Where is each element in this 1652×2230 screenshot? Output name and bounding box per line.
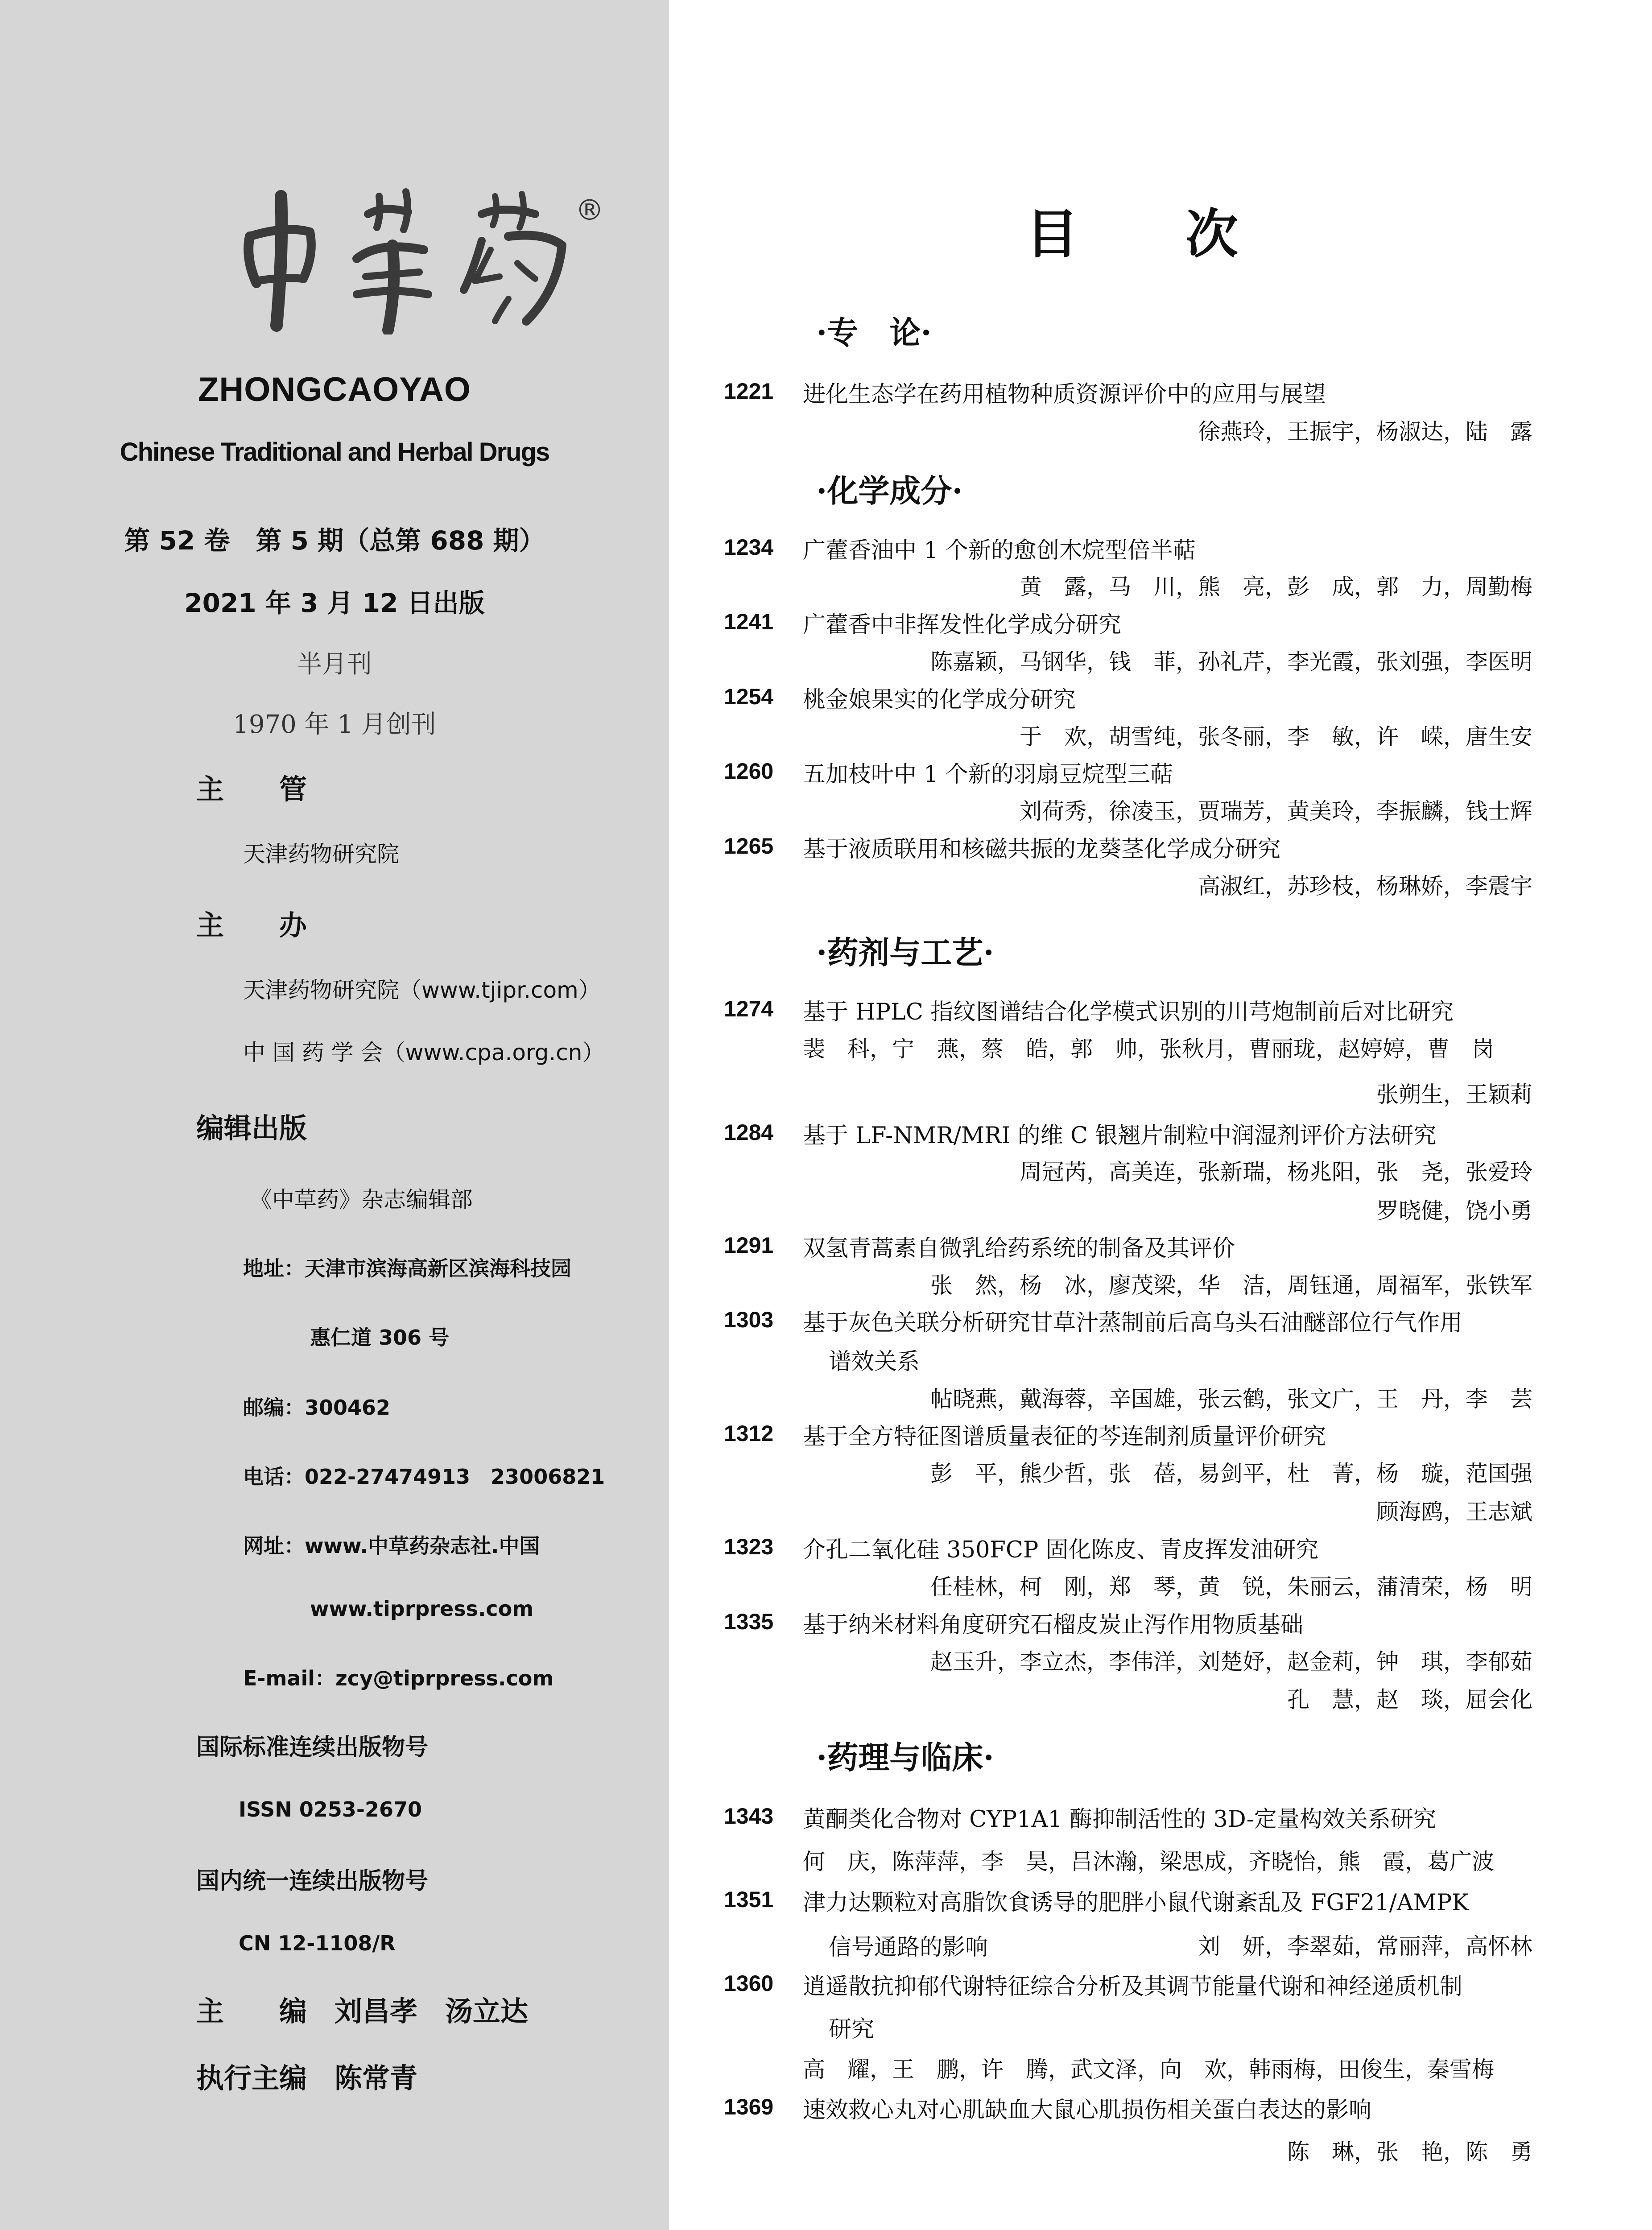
page-number: 1241 — [724, 609, 774, 634]
editor-publisher-label: 编辑出版 — [196, 1112, 307, 1144]
article-title[interactable]: 广藿香中非挥发性化学成分研究 — [803, 612, 1122, 638]
sponsor-1: 天津药物研究院（www.tjipr.com） — [243, 977, 601, 1003]
article-title[interactable]: 速效救心丸对心肌缺血大鼠心肌损伤相关蛋白表达的影响 — [803, 2097, 1372, 2123]
article-authors: 何 庆，陈萍萍，李 昊，吕沐瀚，梁思成，齐晓怡，熊 霞，葛广波 — [803, 1849, 1494, 1875]
page-number: 1323 — [724, 1534, 774, 1559]
issn-number: ISSN 0253-2670 — [239, 1797, 422, 1821]
article-title-cont: 信号通路的影响 — [829, 1934, 988, 1961]
email: E-mail：zcy@tiprpress.com — [243, 1666, 554, 1690]
article-title[interactable]: 基于全方特征图谱质量表征的芩连制剂质量评价研究 — [803, 1424, 1326, 1450]
page-number: 1335 — [724, 1609, 774, 1634]
page-number: 1254 — [724, 684, 774, 709]
article-authors: 高淑红，苏珍枝，杨琳娇，李震宇 — [1198, 873, 1532, 899]
page-number: 1234 — [724, 535, 774, 560]
page-number: 1303 — [724, 1307, 774, 1332]
page-number: 1369 — [724, 2094, 774, 2119]
article-title[interactable]: 进化生态学在药用植物种质资源评价中的应用与展望 — [803, 381, 1326, 408]
chief-editors: 主 编 刘昌孝 汤立达 — [196, 1995, 529, 2028]
page-number: 1291 — [724, 1233, 774, 1258]
website-1: 网址：www.中草药杂志社.中国 — [243, 1534, 540, 1558]
address-line-1: 地址：天津市滨海高新区滨海科技园 — [243, 1256, 571, 1280]
article-authors-cont: 孔 慧，赵 琰，屈会化 — [1287, 1687, 1532, 1713]
issue-info: 第 52 卷 第 5 期（总第 688 期） — [124, 525, 545, 556]
article-authors: 高 耀，王 鹏，许 腾，武文泽，向 欢，韩雨梅，田俊生，秦雪梅 — [803, 2057, 1494, 2082]
supervisor-name: 天津药物研究院 — [243, 841, 399, 867]
article-title-cont: 谱效关系 — [829, 1349, 920, 1375]
article-authors: 刘荷秀，徐凌玉，贾瑞芳，黄美玲，李振麟，钱士辉 — [1020, 798, 1532, 824]
article-title[interactable]: 介孔二氧化硅 350FCP 固化陈皮、青皮挥发油研究 — [803, 1537, 1319, 1563]
sponsor-label: 主 办 — [196, 909, 307, 942]
address-line-2: 惠仁道 306 号 — [310, 1326, 450, 1350]
journal-english-name: Chinese Traditional and Herbal Drugs — [120, 438, 549, 467]
article-title[interactable]: 基于 HPLC 指纹图谱结合化学模式识别的川芎炮制前后对比研究 — [803, 999, 1454, 1025]
article-authors: 帖晓燕，戴海蓉，辛国雄，张云鹤，张文广，王 丹，李 芸 — [930, 1386, 1532, 1412]
article-title[interactable]: 逍遥散抗抑郁代谢特征综合分析及其调节能量代谢和神经递质机制 — [803, 1974, 1463, 2000]
section-heading: ·药剂与工艺· — [816, 934, 994, 971]
article-authors-cont: 张朔生，王颖莉 — [1376, 1082, 1532, 1107]
publication-date: 2021 年 3 月 12 日出版 — [184, 588, 485, 618]
page-number: 1343 — [724, 1804, 774, 1829]
page-number: 1260 — [724, 759, 774, 784]
editorial-department: 《中草药》杂志编辑部 — [250, 1187, 473, 1213]
article-title[interactable]: 基于灰色关联分析研究甘草汁蒸制前后高乌头石油醚部位行气作用 — [803, 1310, 1463, 1336]
page-number: 1284 — [724, 1120, 774, 1145]
section-heading: ·药理与临床· — [816, 1739, 994, 1776]
page-number: 1360 — [724, 1971, 774, 1996]
article-authors: 彭 平，熊少哲，张 蓓，易剑平，杜 菁，杨 璇，范国强 — [930, 1461, 1532, 1487]
supervisor-label: 主 管 — [196, 773, 307, 805]
frequency: 半月刊 — [297, 650, 372, 679]
article-title[interactable]: 基于液质联用和核磁共振的龙葵茎化学成分研究 — [803, 836, 1281, 863]
article-title[interactable]: 基于纳米材料角度研究石榴皮炭止泻作用物质基础 — [803, 1612, 1304, 1638]
page-number: 1221 — [724, 379, 774, 404]
postcode: 邮编：300462 — [243, 1396, 391, 1420]
page-number: 1351 — [724, 1887, 774, 1912]
article-title[interactable]: 基于 LF-NMR/MRI 的维 C 银翘片制粒中润湿剂评价方法研究 — [803, 1123, 1437, 1149]
cn-number: CN 12-1108/R — [239, 1931, 396, 1955]
article-authors: 刘 妍，李翠茹，常丽萍，高怀林 — [1198, 1933, 1532, 1959]
issn-label: 国际标准连续出版物号 — [196, 1734, 429, 1761]
journal-logo — [232, 187, 589, 334]
article-authors: 任桂林，柯 刚，郑 琴，黄 锐，朱丽云，蒲清荣，杨 明 — [930, 1574, 1532, 1600]
phone: 电话：022-27474913 23006821 — [243, 1465, 605, 1489]
article-authors: 张 然，杨 冰，廖茂梁，华 洁，周钰通，周福军，张铁军 — [930, 1272, 1532, 1298]
website-2: www.tiprpress.com — [310, 1597, 534, 1621]
sponsor-2: 中 国 药 学 会（www.cpa.org.cn） — [243, 1040, 605, 1065]
executive-editor: 执行主编 陈常青 — [196, 2062, 418, 2094]
article-authors: 裴 科，宁 燕，蔡 皓，郭 帅，张秋月，曹丽珑，赵婷婷，曹 岗 — [803, 1036, 1494, 1062]
section-heading: ·化学成分· — [816, 472, 963, 509]
page-number: 1312 — [724, 1421, 774, 1446]
journal-pinyin: ZHONGCAOYAO — [198, 371, 471, 409]
article-authors: 赵玉升，李立杰，李伟洋，刘楚妤，赵金莉，钟 琪，李郁茹 — [930, 1649, 1532, 1675]
founded-date: 1970 年 1 月创刊 — [233, 710, 436, 739]
article-authors: 黄 露，马 川，熊 亮，彭 成，郭 力，周勤梅 — [1020, 574, 1532, 600]
article-authors: 陈嘉颖，马钢华，钱 菲，孙礼芹，李光霞，张刘强，李医明 — [930, 649, 1532, 675]
article-authors: 周冠芮，高美连，张新瑞，杨兆阳，张 尧，张爱玲 — [1020, 1159, 1532, 1185]
article-authors: 徐燕玲，王振宇，杨淑达，陆 露 — [1198, 419, 1532, 445]
article-authors-cont: 罗晓健，饶小勇 — [1376, 1198, 1532, 1224]
section-heading: ·专 论· — [816, 314, 932, 351]
article-title[interactable]: 广藿香油中 1 个新的愈创木烷型倍半萜 — [803, 537, 1196, 564]
sidebar-panel — [0, 0, 669, 2230]
article-title[interactable]: 桃金娘果实的化学成分研究 — [803, 687, 1076, 713]
article-authors-cont: 顾海鸥，王志斌 — [1376, 1499, 1532, 1525]
page-number: 1265 — [724, 834, 774, 859]
registered-mark: ® — [575, 194, 604, 227]
article-title[interactable]: 黄酮类化合物对 CYP1A1 酶抑制活性的 3D-定量构效关系研究 — [803, 1806, 1436, 1833]
article-authors: 于 欢，胡雪纯，张冬丽，李 敏，许 嵘，唐生安 — [1020, 724, 1532, 750]
article-authors: 陈 琳，张 艳，陈 勇 — [1287, 2139, 1532, 2165]
article-title-cont: 研究 — [829, 2016, 875, 2043]
cn-label: 国内统一连续出版物号 — [196, 1868, 429, 1895]
page-number: 1274 — [724, 996, 774, 1021]
toc-title: 目次 — [1026, 203, 1346, 265]
article-title[interactable]: 津力达颗粒对高脂饮食诱导的肥胖小鼠代谢紊乱及 FGF21/AMPK — [803, 1890, 1469, 1916]
article-title[interactable]: 五加枝叶中 1 个新的羽扇豆烷型三萜 — [803, 761, 1173, 788]
article-title[interactable]: 双氢青蒿素自微乳给药系统的制备及其评价 — [803, 1235, 1235, 1262]
